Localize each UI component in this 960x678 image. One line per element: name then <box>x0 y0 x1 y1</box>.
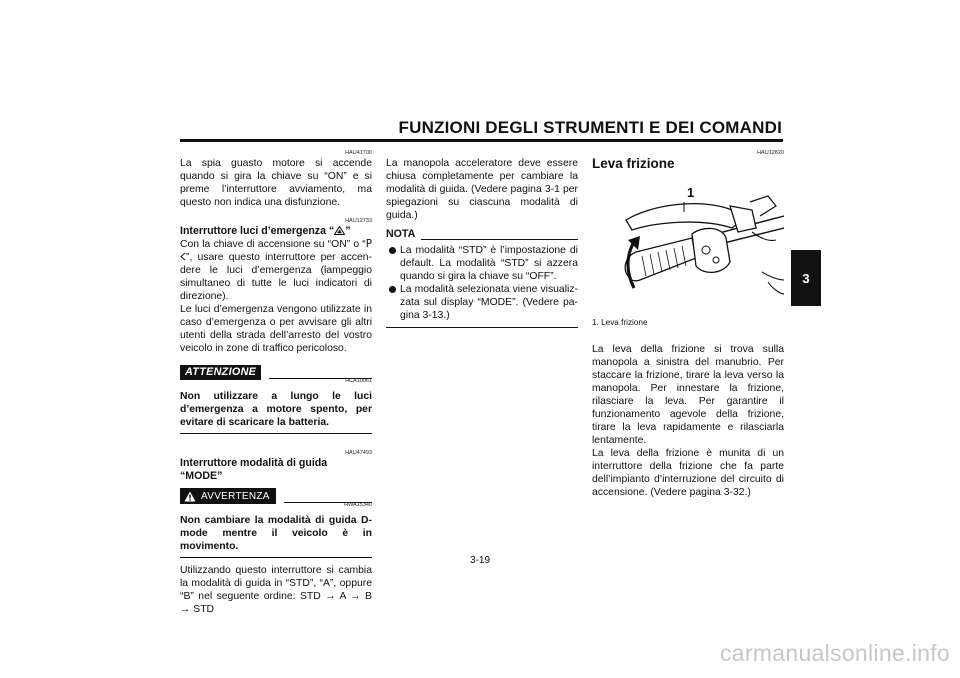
note-list <box>386 244 578 322</box>
mode-switch-heading: Interruttore modalità di guida “MODE” <box>180 457 328 482</box>
note-label: NOTA <box>386 228 416 240</box>
figure-callout: 1 <box>687 185 695 200</box>
chapter-tab[interactable]: 3 <box>791 250 821 306</box>
header-rule <box>180 139 783 142</box>
note-header <box>386 228 578 241</box>
section-code: HAU12733 <box>345 218 372 224</box>
clutch-paragraph-1: La leva della frizione si trova sulla manopola a sinistra del manubrio. Per staccare la frizione, tirare la leva verso la manopola. Per innestare la frizione, rilasciare la leva. Per garantire il funzionamento agevole della frizione, tirare la leva rapidamente e rilasciarla lentamente. <box>592 344 784 446</box>
hazard-triangle-icon <box>334 226 345 235</box>
clutch-paragraph-2: La leva della frizione è munita di un interruttore della frizione che fa parte dell’impianto d’interruzione del circuito di accensione. (Vedere pagina 3-32.) <box>592 448 784 498</box>
section-code: HWA15340 <box>344 502 372 508</box>
warning-triangle-icon <box>184 491 196 502</box>
engine-warning-paragraph: La spia guasto motore si accende quando si gira la chiave su “ON” e si preme l’interruttore avviamento, ma questo non indica una disfunzione. <box>180 158 372 208</box>
column-left <box>180 150 372 616</box>
hazard-switch-heading: Interruttore luci d’emergenza “ ” <box>180 225 351 237</box>
hazard-switch-paragraph: Con la chiave di accensione su “ON” o “P”, usare questo interruttore per accendere le luci d’emergenza (lampeggio simultaneo di tutte le luci indicatori di direzione). <box>180 238 372 302</box>
section-code: HCA10061 <box>345 378 372 384</box>
section-code: HAU47493 <box>345 450 372 456</box>
parking-symbol: P <box>180 238 372 263</box>
warning-label: AVVERTENZA <box>180 488 276 504</box>
throttle-paragraph: La manopola acceleratore deve essere chiusa completamente per cambiare la modalità di guida. (Vedere pagina 3-1 per spiegazioni su ciascuna modalità di guida.) <box>386 158 578 221</box>
hazard-usage-paragraph: Le luci d’emergenza vengono utilizzate in caso d’emergenza o per avvisare gli altri utenti della strada dell’arresto del vostro veicolo in zone di traffico pericoloso. <box>180 304 372 354</box>
attention-text: Non utilizzare a lungo le luci d’emergenza a motore spento, per evitare di scaricare la batteria. <box>180 391 372 428</box>
list-item: La modalità “STD” è l’impostazione di default. La modalità “STD” si azzera quando si gira la chiave su “OFF”. <box>386 244 578 283</box>
page-title: FUNZIONI DEGLI STRUMENTI E DEI COMANDI <box>398 118 782 137</box>
section-code: HAU12820 <box>757 150 784 156</box>
section-code: HAU41700 <box>345 150 372 156</box>
column-middle <box>386 150 578 328</box>
attention-label: ATTENZIONE <box>180 365 261 380</box>
watermark[interactable]: carmanualsonline.info <box>719 640 950 666</box>
mode-switch-paragraph: Utilizzando questo interruttore si cambia la modalità di guida in “STD”, “A”, oppure “B” nel seguente ordine: STD → A → B → STD <box>180 565 372 615</box>
column-right <box>592 150 784 499</box>
page-number: 3-19 <box>469 555 490 566</box>
figure-caption: 1. Leva frizione <box>592 318 648 327</box>
list-item: La modalità selezionata viene visualizzata sul display “MODE”. (Vedere pagina 3-13.) <box>386 283 578 322</box>
warning-text: Non cambiare la modalità di guida D-mode mentre il veicolo è in movimento. <box>180 515 372 552</box>
clutch-lever-figure <box>592 176 784 312</box>
clutch-heading: Leva frizione <box>592 156 675 171</box>
attention-header <box>180 365 372 380</box>
